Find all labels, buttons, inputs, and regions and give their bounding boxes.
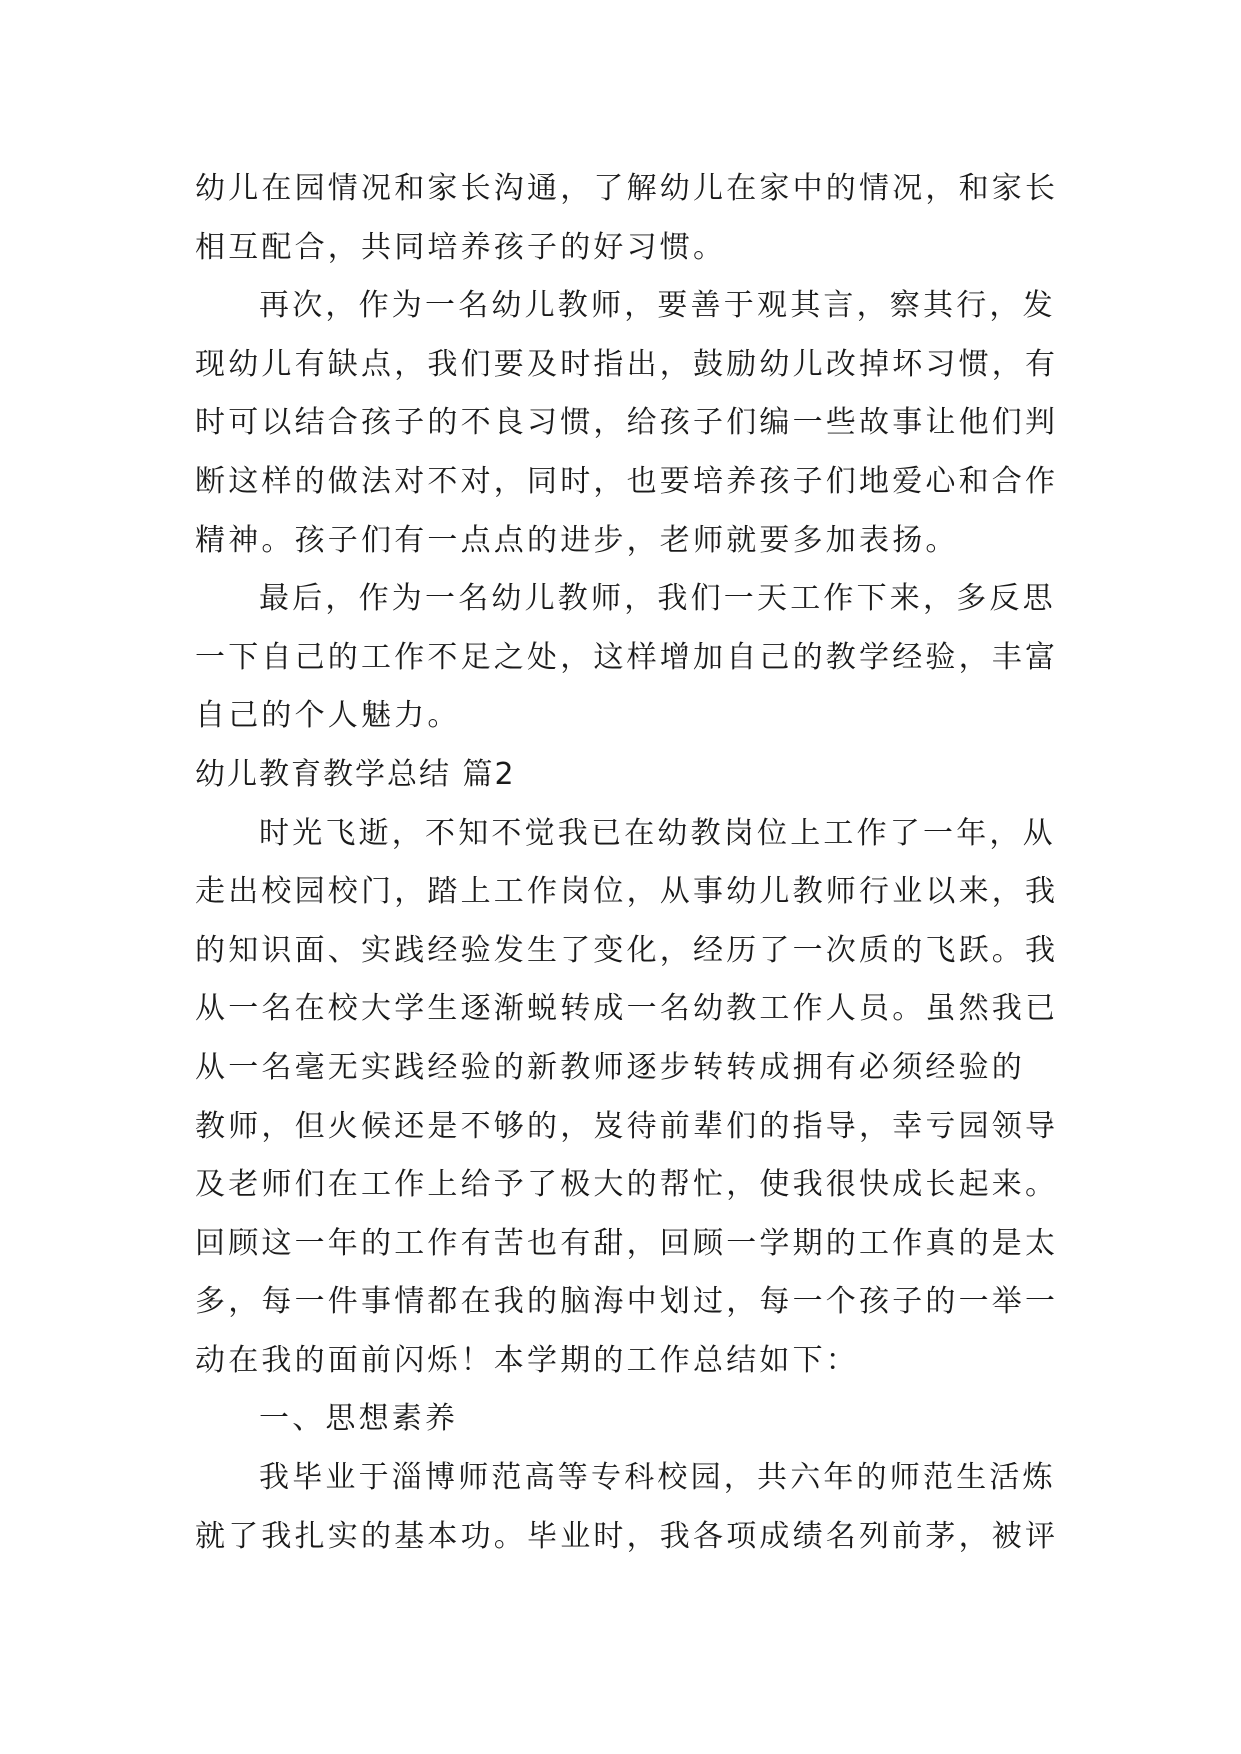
paragraph-line: 就了我扎实的基本功。毕业时，我各项成绩名列前茅，被评: [195, 1518, 1059, 1554]
paragraph-line: 一下自己的工作不足之处，这样增加自己的教学经验，丰富: [195, 639, 1059, 675]
paragraph-line: 走出校园校门，踏上工作岗位，从事幼儿教师行业以来，我: [195, 874, 1059, 910]
paragraph-line: 及老师们在工作上给予了极大的帮忙，使我很快成长起来。: [195, 1167, 1059, 1203]
section-heading: 幼儿教育教学总结 篇2: [195, 756, 516, 792]
paragraph-line: 精神。孩子们有一点点的进步，老师就要多加表扬。: [195, 522, 959, 558]
paragraph-line: 时光飞逝，不知不觉我已在幼教岗位上工作了一年，从: [259, 815, 1056, 851]
paragraph-line: 幼儿在园情况和家长沟通，了解幼儿在家中的情况，和家长: [195, 171, 1059, 206]
paragraph-line: 回顾这一年的工作有苦也有甜，回顾一学期的工作真的是太: [195, 1225, 1059, 1261]
paragraph-line: 时可以结合孩子的不良习惯，给孩子们编一些故事让他们判: [195, 405, 1059, 441]
paragraph-line: 最后，作为一名幼儿教师，我们一天工作下来，多反思: [259, 581, 1056, 617]
paragraph-line: 相互配合，共同培养孩子的好习惯。: [195, 229, 727, 265]
paragraph-line: 我毕业于淄博师范高等专科校园，共六年的师范生活炼: [259, 1460, 1056, 1496]
subsection-heading: 一、思想素养: [259, 1401, 459, 1437]
paragraph-line: 再次，作为一名幼儿教师，要善于观其言，察其行，发: [259, 288, 1056, 324]
paragraph-line: 教师，但火候还是不够的，岌待前辈们的指导，幸亏园领导: [195, 1108, 1059, 1144]
document-body: [195, 160, 1065, 1566]
paragraph-line: 多，每一件事情都在我的脑海中划过，每一个孩子的一举一: [195, 1284, 1059, 1320]
paragraph-line: 现幼儿有缺点，我们要及时指出，鼓励幼儿改掉坏习惯，有: [195, 346, 1059, 382]
paragraph-line: 的知识面、实践经验发生了变化，经历了一次质的飞跃。我: [195, 932, 1059, 968]
paragraph-line: 自己的个人魅力。: [195, 698, 461, 734]
paragraph-line: 断这样的做法对不对，同时，也要培养孩子们地爱心和合作: [195, 463, 1059, 499]
paragraph-line: 从一名在校大学生逐渐蜕转成一名幼教工作人员。虽然我已: [195, 991, 1059, 1027]
paragraph-line: 从一名毫无实践经验的新教师逐步转转成拥有必须经验的: [195, 1049, 1025, 1085]
paragraph-line: 动在我的面前闪烁！本学期的工作总结如下：: [195, 1342, 859, 1378]
